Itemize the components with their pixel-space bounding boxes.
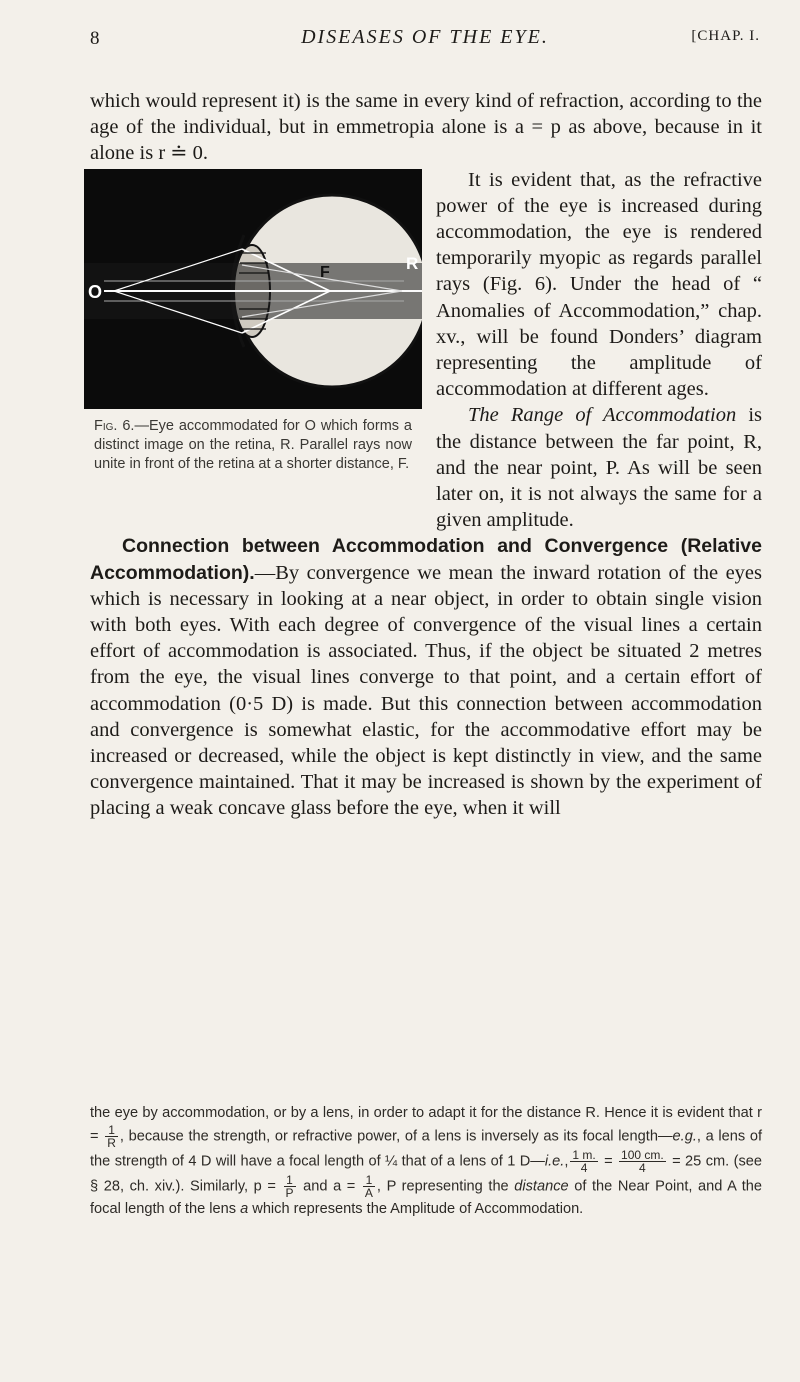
footnote	[90, 1103, 762, 1221]
body-text	[90, 88, 762, 822]
footnote-part-6: ,	[376, 1178, 381, 1195]
footnote-ie: i.e.	[544, 1153, 565, 1170]
label-r: R	[406, 253, 419, 273]
fraction-100cm-over-4: $\frac{100 cm.}{4}$	[621, 1148, 664, 1176]
fraction-1-over-p: $\frac{1}{P}$	[285, 1173, 294, 1201]
footnote-part-3: , a lens of the strength of 4 D will have a focal length of ¼ that of a lens of 1 D—	[90, 1128, 763, 1170]
caption-text: —Eye accommodated for O which forms a distinct image on the retina, R. Parallel rays now unite in front of the retina at a shorter distance, F.	[94, 417, 412, 472]
range-term: The Range of Accommodation	[468, 404, 737, 427]
paragraph-4	[90, 533, 762, 821]
paragraph-4-text: —By convergence we mean the inward rotation of the eyes which is necessary in looking at a near object, in order to obtain single vision with both eyes. With each degree of convergence of the visual lines a certain effort of accommodation is associated. Thus, if the object be situated 2 metres from the eye, the visual lines converge to that point, and a certain effort of accommodation (0·5 D) is made. But this connection between accommodation and convergence is somewhat elastic, for the accommodative effort may be increased or decreased, while the object is kept distinctly in view, and the same convergence maintained. That it may be increased is shown by the experiment of placing a weak concave glass before the eye, when it will	[90, 561, 762, 820]
footnote-distance: distance	[514, 1178, 569, 1195]
eye-diagram	[84, 169, 422, 409]
footnote-text: the eye by accommodation, or by a lens, in order to adapt it for the distance R. Hence it is evident that r = $\frac{1}{R}$ , because the strength, or refractive power, of a lens is inversely as its focal length—e.g., a lens of the strength of 4 D will have a focal length of ¼ that of a lens of 1 D—i.e., $\frac{1 m.}{4}$ = $\frac{100 cm.}{4}$ = 25 cm. (see § 28, ch. xiv.). Similarly, p = $\frac{1}{P}$ and a = $\frac{1}{A}$ , P representing the distance of the Near Point, and A the focal length of the lens a which represents the Amplitude of Accommodation.	[90, 1105, 763, 1218]
footnote-a-var: a	[240, 1201, 249, 1218]
paragraph-2: It is evident that, as the refractive power of the eye is increased during accommodation, the eye is rendered temporarily myopic as regards parallel rays (Fig. 6). Under the head of “ Anomalies of Accommodation,” chap. xv., will be found Donders’ diagram representing the amplitude of accommodation at different ages.	[436, 168, 762, 401]
fraction-1-over-a: $\frac{1}{A}$	[364, 1173, 373, 1201]
footnote-part-8: of the Near Point, and A the focal length of the lens	[90, 1178, 762, 1218]
figure-6	[84, 169, 422, 529]
fraction-1m-over-4: $\frac{1 m.}{4}$	[572, 1148, 596, 1176]
running-head: DISEASES OF THE EYE.	[301, 26, 549, 48]
fraction-1-over-r: $\frac{1}{R}$	[107, 1123, 116, 1151]
page-number: 8	[90, 28, 100, 49]
footnote-part-4: = 25 cm. (see § 28, ch. xiv.). Similarly, p =	[90, 1153, 762, 1195]
label-f: F	[320, 263, 330, 281]
footnote-part-9: which represents the Amplitude of Accommodation.	[248, 1201, 584, 1218]
figure-caption	[94, 417, 412, 474]
chapter-label: [CHAP. I.	[691, 28, 760, 44]
footnote-part-7: P representing the	[386, 1178, 515, 1195]
footnote-part-5: and a =	[297, 1178, 361, 1195]
caption-label: Fig. 6.	[94, 417, 135, 434]
footnote-eg: e.g.	[672, 1128, 697, 1145]
paragraph-1: which would represent it) is the same in every kind of refraction, according to the age of the individual, but in emmetropia alone is a = p as above, because in it alone is r ≐ 0.	[90, 90, 762, 165]
label-o: O	[88, 281, 103, 302]
paragraph-3-text: is the distance between the far point, R, and the near point, P. As will be seen later on, it is not always the same for a given amplitude.	[436, 404, 762, 532]
page-header	[90, 26, 760, 56]
footnote-part-2: , because the strength, or refractive power, of a lens is inversely as its focal length—	[119, 1128, 673, 1145]
footnote-part-1: the eye by accommodation, or by a lens, in order to adapt it for the distance R. Hence it is evident that r =	[90, 1105, 762, 1145]
section-heading: Connection between Accommodation and Convergence (Relative Accommodation).	[90, 535, 762, 584]
